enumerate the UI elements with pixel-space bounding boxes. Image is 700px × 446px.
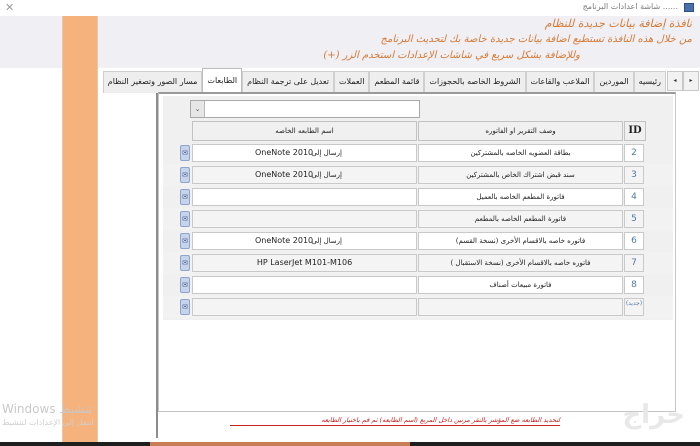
new-record-id: (جديد) bbox=[624, 298, 644, 316]
envelope-icon[interactable]: ✉ bbox=[180, 299, 190, 315]
id-cell: 4 bbox=[624, 188, 644, 206]
tab-scroll-left-button[interactable]: ◂ bbox=[667, 71, 683, 91]
printer-cell[interactable] bbox=[192, 188, 417, 206]
printer-cell[interactable] bbox=[192, 144, 417, 162]
tab-translation[interactable]: تعديل على ترجمة النظام bbox=[242, 71, 334, 93]
description-cell[interactable]: فاتورة مبيعات أصناف bbox=[418, 276, 623, 294]
envelope-icon[interactable]: ✉ bbox=[180, 211, 190, 227]
id-cell: 8 bbox=[624, 276, 644, 294]
id-cell: 3 bbox=[624, 166, 644, 184]
tab-strip bbox=[103, 68, 666, 93]
table-row bbox=[163, 164, 673, 186]
header-description: من خلال هذه النافذة تستطيع اضافة بيانات جديدة خاصة بك لتحديث البرنامج bbox=[380, 34, 692, 45]
orange-side-strip bbox=[62, 16, 98, 446]
id-cell: 5 bbox=[624, 210, 644, 228]
table-row bbox=[163, 186, 673, 208]
tab-currencies[interactable]: العملات bbox=[334, 71, 369, 93]
column-header-printer: اسم الطابعه الخاصه bbox=[192, 121, 417, 141]
printer-cell[interactable] bbox=[192, 298, 417, 316]
printer-name: OneNote 2010 bbox=[255, 236, 314, 245]
table-row bbox=[163, 230, 673, 252]
header-hint: وللإضافة بشكل سريع في شاشات الإعدادات استخدم الزر (+) bbox=[323, 50, 580, 61]
column-header-description: وصف التقرير او الفاتوره bbox=[418, 121, 623, 141]
table-row bbox=[163, 208, 673, 230]
taskbar-active-item bbox=[150, 442, 410, 446]
windows-activation-title bbox=[2, 402, 92, 416]
new-record-row bbox=[163, 296, 673, 318]
printer-cell[interactable] bbox=[192, 254, 417, 272]
window-app-icon bbox=[684, 3, 694, 12]
envelope-icon[interactable]: ✉ bbox=[180, 189, 190, 205]
description-cell[interactable]: فاتوره خاصه بالاقسام الأخرى (نسخة الاستقبال ) bbox=[418, 254, 623, 272]
window-title: ...... شاشة اعدادات البرنامج bbox=[582, 2, 678, 11]
printer-name: OneNote 2010 bbox=[255, 170, 314, 179]
tab-printers[interactable]: الطابعات bbox=[202, 68, 242, 93]
envelope-icon[interactable]: ✉ bbox=[180, 233, 190, 249]
watermark-logo: حراج bbox=[622, 400, 685, 430]
printer-prefix: إرسال إلى bbox=[311, 149, 342, 157]
printer-name: OneNote 2010 bbox=[255, 148, 314, 157]
printer-cell[interactable] bbox=[192, 166, 417, 184]
printer-cell[interactable] bbox=[192, 210, 417, 228]
tab-booking-terms[interactable]: الشروط الخاصه بالحجوزات bbox=[424, 71, 525, 93]
id-cell: 7 bbox=[624, 254, 644, 272]
printer-instructions-note: لتحديد الطابعه ضع المؤشر بالنقر مرتين داخل المربع (اسم الطابعه) ثم قم باختيار الطابعه bbox=[230, 416, 560, 426]
envelope-icon[interactable]: ✉ bbox=[180, 277, 190, 293]
table-row bbox=[163, 274, 673, 296]
printer-cell[interactable] bbox=[192, 232, 417, 250]
printer-prefix: إرسال إلى bbox=[311, 237, 342, 245]
tab-images-path[interactable]: مسار الصور وتصغير النظام bbox=[103, 71, 203, 93]
tab-scroll-right-button[interactable]: ▸ bbox=[683, 71, 699, 91]
printer-cell[interactable] bbox=[192, 276, 417, 294]
title-bar bbox=[0, 0, 700, 16]
envelope-icon[interactable]: ✉ bbox=[180, 255, 190, 271]
table-row bbox=[163, 252, 673, 274]
close-icon[interactable]: ✕ bbox=[5, 1, 15, 14]
id-cell: 6 bbox=[624, 232, 644, 250]
table-row bbox=[163, 142, 673, 164]
activation-ar-text: تنشيط bbox=[59, 402, 93, 416]
header-title: نافذة إضافة بيانات جديدة للنظام bbox=[544, 17, 692, 30]
column-header-id: ID bbox=[624, 121, 646, 141]
id-cell: 2 bbox=[624, 144, 644, 162]
windows-activation-subtitle: انتقل إلى الإعدادات لتنشيط bbox=[2, 418, 94, 427]
envelope-icon[interactable]: ✉ bbox=[180, 167, 190, 183]
tab-main[interactable]: رئيسيه bbox=[634, 71, 666, 93]
printer-name: HP LaserJet M101-M106 bbox=[256, 258, 353, 267]
tab-suppliers[interactable]: الموردين bbox=[594, 71, 633, 93]
printer-combo[interactable] bbox=[190, 100, 420, 118]
activation-windows-text: Windows bbox=[2, 402, 56, 416]
envelope-icon[interactable]: ✉ bbox=[180, 145, 190, 161]
printer-prefix: إرسال إلى bbox=[311, 171, 342, 179]
chevron-down-icon[interactable]: ⌄ bbox=[191, 101, 205, 117]
description-cell[interactable]: سند قبض اشتراك الخاص بالمشتركين bbox=[418, 166, 623, 184]
tab-restaurant-menu[interactable]: قائمة المطعم bbox=[369, 71, 424, 93]
description-cell[interactable] bbox=[418, 298, 623, 316]
tab-fields-halls[interactable]: الملاعب والقاعات bbox=[526, 71, 595, 93]
description-cell[interactable]: فاتورة المطعم الخاصه بالمطعم bbox=[418, 210, 623, 228]
description-cell[interactable]: فاتوره خاصه بالاقسام الأخرى (نسخة القسم) bbox=[418, 232, 623, 250]
description-cell[interactable]: بطاقة العضويه الخاصه بالمشتركين bbox=[418, 144, 623, 162]
header-band bbox=[0, 16, 700, 68]
description-cell[interactable]: فاتورة المطعم الخاصه بالعميل bbox=[418, 188, 623, 206]
